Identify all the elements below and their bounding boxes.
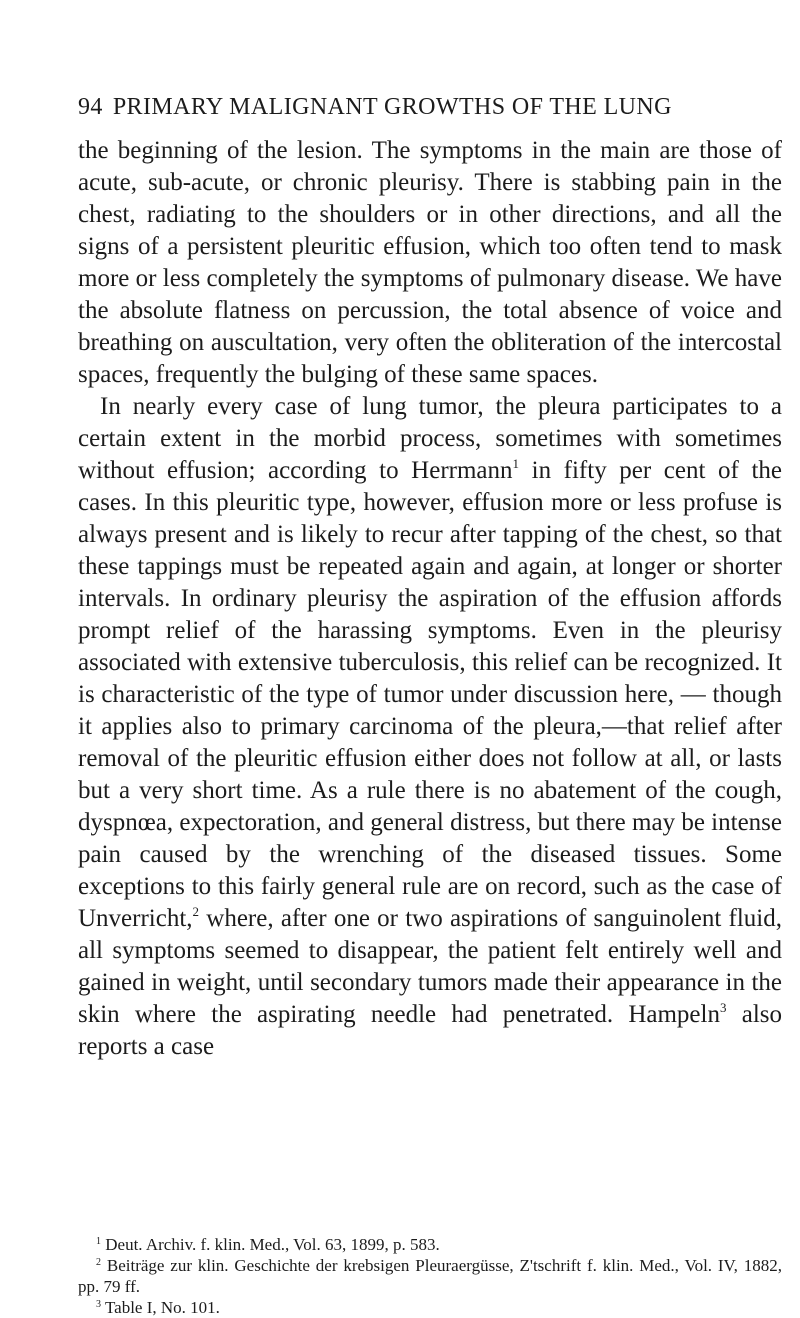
- footnote-text: Beiträge zur klin. Geschichte der krebsigen Pleuraergüsse, Z'tschrift f. klin. Med., Vol. IV, 1882, pp. 79 ff.: [78, 1256, 782, 1296]
- footnote-ref-1: 1: [512, 456, 520, 471]
- footnote-text: Deut. Archiv. f. klin. Med., Vol. 63, 1899, p. 583.: [105, 1235, 440, 1254]
- running-header: [78, 94, 778, 121]
- footnote-ref-2: 2: [192, 904, 200, 919]
- body-text: [78, 135, 782, 1063]
- paragraph-text: in fifty per cent of the cases. In this pleuritic type, however, effusion more or less profuse is always present and is likely to recur after tapping of the chest, so that these tappings must be repeated again and again, at longer or shorter intervals. In ordinary pleurisy the aspiration of the effusion affords prompt relief of the harassing symptoms. Even in the pleurisy associated with extensive tuberculosis, this relief can be recognized. It is characteristic of the type of tumor under discussion here, — though it applies also to primary carcinoma of the pleura,—that relief after removal of the pleuritic effusion either does not follow at all, or lasts but a very short time. As a rule there is no abatement of the cough, dyspnœa, expectoration, and general distress, but there may be intense pain caused by the wrenching of the diseased tissues. Some exceptions to this fairly general rule are on record, such as the case of Unverricht,: [78, 457, 782, 932]
- footnote: [78, 1234, 782, 1255]
- paragraph-pleural-involvement: [78, 391, 782, 1063]
- paragraph-continued: the beginning of the lesion. The symptoms in the main are those of acute, sub-acute, or chronic pleurisy. There is stabbing pain in the chest, radiating to the shoulders or in other directions, and all the signs of a persistent pleuritic effusion, which too often tend to mask more or less completely the symptoms of pulmonary disease. We have the absolute flatness on percussion, the total absence of voice and breathing on auscultation, very often the obliteration of the intercostal spaces, frequently the bulging of these same spaces.: [78, 137, 782, 388]
- footnote-mark: 2: [96, 1257, 101, 1268]
- footnote: [78, 1255, 782, 1297]
- footnotes: [78, 1234, 782, 1318]
- footnote-text: Table I, No. 101.: [104, 1298, 220, 1317]
- footnote-ref-3: 3: [719, 1000, 727, 1015]
- running-title: PRIMARY MALIGNANT GROWTHS OF THE LUNG: [112, 94, 672, 120]
- page-number: 94: [78, 94, 103, 120]
- footnote-mark: 1: [96, 1236, 101, 1247]
- footnote-mark: 3: [96, 1299, 101, 1310]
- paragraph-text: where, after one or two aspirations of sanguinolent fluid, all symptoms seemed to disappear, the patient felt entirely well and gained in weight, until secondary tumors made their appearance in the skin where the aspirating needle had penetrated. Hampeln: [78, 905, 782, 1028]
- paragraph-text: In nearly every case of lung tumor, the pleura participates to a certain extent in the morbid process, sometimes with sometimes without effusion; according to Herrmann: [78, 393, 782, 484]
- paragraph-text: also reports a case: [78, 1001, 782, 1060]
